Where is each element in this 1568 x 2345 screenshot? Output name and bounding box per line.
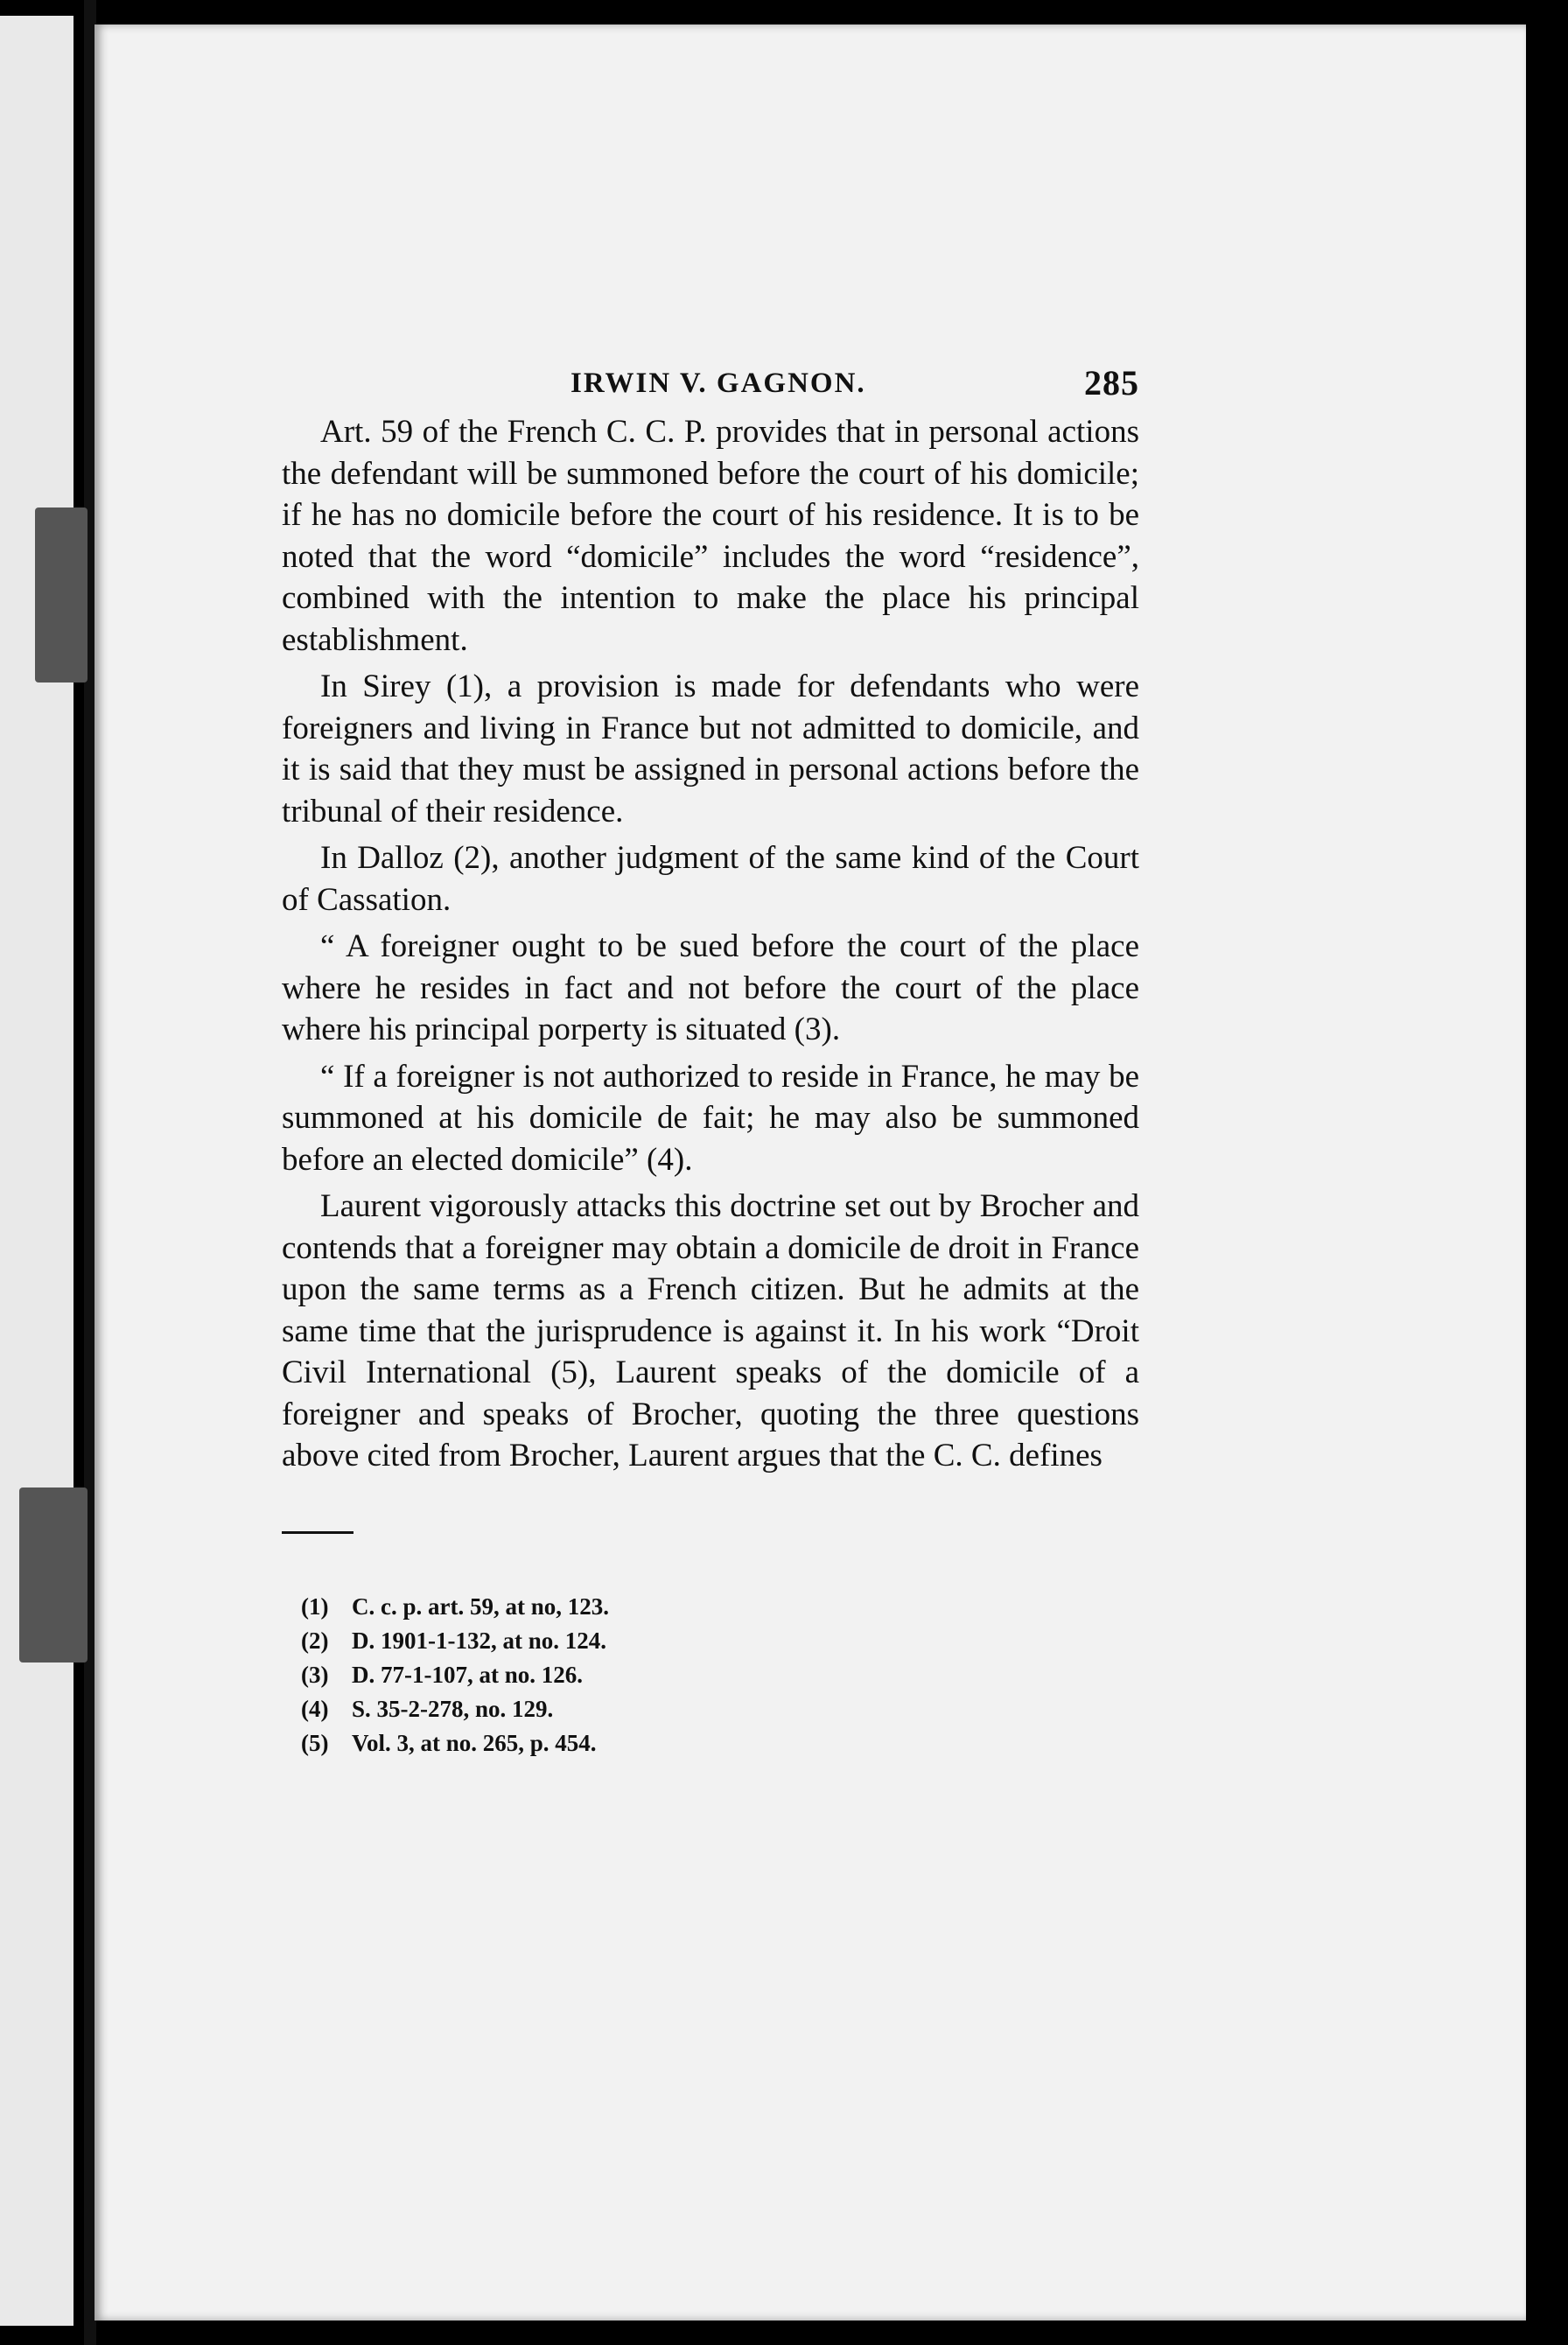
binding-tab (19, 1488, 88, 1662)
footnote-number: (5) (301, 1729, 329, 1756)
footnote-text: C. c. p. art. 59, at no, 123. (352, 1592, 609, 1620)
footnote (301, 1658, 1139, 1692)
footnote (301, 1692, 1139, 1726)
paragraph: Laurent vigorously attacks this doctrine set out by Brocher and contends that a foreigner may obtain a domicile de droit in France upon the same terms as a French citizen. But he admits at the same time that the jurisprudence is against it. In his work “Droit Civil International (5), Laurent speaks of the domicile of a foreigner and speaks of Brocher, quoting the three questions above cited from Brocher, Laurent argues that the C. C. defines (282, 1188, 1139, 1474)
paragraph: In Sirey (1), a provision is made for defendants who were foreigners and living in France but not admitted to domicile, and it is said that they must be assigned in personal actions before the tribunal of their residence. (282, 668, 1139, 830)
paragraph: Art. 59 of the French C. C. P. provides that in personal actions the defendant will be summoned before the court of his domicile; if he has no domicile before the court of his residence. It is to be noted that the word “domicile” includes the word “residence”, combined with the intention to make the place his principal establishment. (282, 414, 1139, 658)
footnote-number: (1) (301, 1592, 329, 1620)
page-text (282, 359, 1139, 1760)
page-number: 285 (1084, 363, 1139, 402)
footnote-text: Vol. 3, at no. 265, p. 454. (352, 1729, 597, 1756)
footnote (301, 1726, 1139, 1760)
paragraph: “ A foreigner ought to be sued before the court of the place where he resides in fact and not before the court of the place where his principal porperty is situated (3). (282, 928, 1139, 1047)
footnote-number: (2) (301, 1627, 329, 1654)
running-head (282, 359, 1139, 411)
running-head-title: IRWIN V. GAGNON. (570, 368, 866, 399)
footnote (301, 1590, 1139, 1624)
footnote-text: S. 35-2-278, no. 129. (352, 1695, 554, 1722)
footnote-number: (3) (301, 1661, 329, 1688)
footnote-number: (4) (301, 1695, 329, 1722)
footnote-text: D. 77-1-107, at no. 126. (352, 1661, 583, 1688)
footnote (301, 1624, 1139, 1658)
footnotes (301, 1590, 1139, 1760)
footnote-text: D. 1901-1-132, at no. 124. (352, 1627, 606, 1654)
footnote-rule (282, 1531, 354, 1534)
binding-tab (35, 508, 88, 682)
paragraph: “ If a foreigner is not authorized to reside in France, he may be summoned at his domicile de fait; he may also be summoned before an elected domicile” (4). (282, 1058, 1139, 1178)
paragraph: In Dalloz (2), another judgment of the same kind of the Court of Cassation. (282, 840, 1139, 918)
facing-page-edge (0, 16, 74, 2326)
